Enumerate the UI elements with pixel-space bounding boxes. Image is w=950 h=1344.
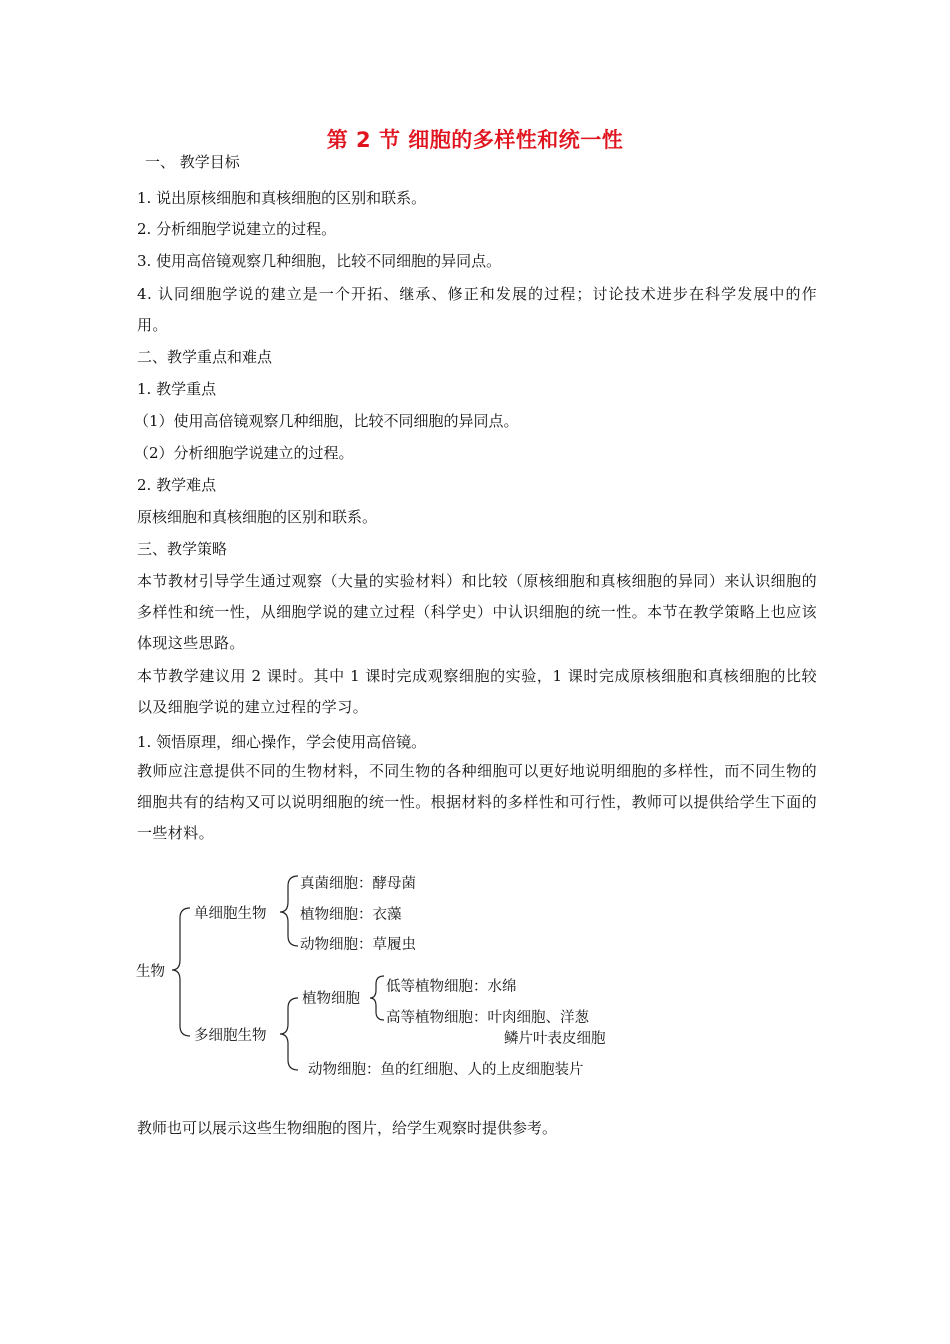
diagram-unicellular: 单细胞生物 [194, 906, 267, 922]
difficulty-text: 原核细胞和真核细胞的区别和联系。 [137, 508, 378, 526]
diagram-uni-item: 植物细胞：衣藻 [300, 907, 402, 923]
objective-item: 3. 使用高倍镜观察几种细胞，比较不同细胞的异同点。 [137, 252, 502, 270]
page-title: 第 2 节 细胞的多样性和统一性 [326, 128, 624, 152]
organism-classification-diagram [130, 868, 650, 1088]
strategy-paragraph: 本节教学建议用 2 课时。其中 1 课时完成观察细胞的实验，1 课时完成原核细胞和真核细胞的比较以及细胞学说的建立过程的学习。 [137, 667, 817, 716]
subheading-difficulties: 2. 教学难点 [137, 476, 217, 494]
key-point-item: （2）分析细胞学说建立的过程。 [134, 444, 354, 462]
objective-item: 4. 认同细胞学说的建立是一个开拓、继承、修正和发展的过程；讨论技术进步在科学发展中的作用。 [137, 285, 817, 334]
diagram-animal: 动物细胞：鱼的红细胞、人的上皮细胞装片 [308, 1062, 584, 1078]
multicellular-brace [280, 998, 298, 1070]
closing-paragraph: 教师也可以展示这些生物细胞的图片，给学生观察时提供参考。 [137, 1119, 558, 1137]
diagram-multicellular: 多细胞生物 [194, 1028, 267, 1044]
diagram-lower-plant: 低等植物细胞：水绵 [386, 979, 517, 995]
diagram-higher-plant: 高等植物细胞：叶肉细胞、洋葱 [386, 1010, 589, 1026]
diagram-uni-item: 动物细胞：草履虫 [300, 937, 416, 953]
objective-item: 1. 说出原核细胞和真核细胞的区别和联系。 [137, 189, 427, 207]
objective-item: 2. 分析细胞学说建立的过程。 [137, 220, 337, 238]
section-heading-strategy: 三、教学策略 [137, 540, 228, 558]
diagram-uni-item: 真菌细胞：酵母菌 [300, 876, 416, 892]
root-brace [172, 908, 190, 1036]
section-heading-key-points: 二、教学重点和难点 [137, 348, 273, 366]
plant-brace [370, 976, 384, 1020]
diagram-plant: 植物细胞 [302, 991, 360, 1007]
diagram-higher-plant-cont: 鳞片叶表皮细胞 [504, 1031, 606, 1047]
unicellular-brace [280, 876, 298, 946]
strategy-paragraph: 本节教材引导学生通过观察（大量的实验材料）和比较（原核细胞和真核细胞的异同）来认识细胞的多样性和统一性，从细胞学说的建立过程（科学史）中认识细胞的统一性。本节在教学策略上也应该体现这些思路。 [137, 572, 817, 652]
section-heading-objectives: 一、 教学目标 [145, 153, 240, 171]
strategy-point: 1. 领悟原理，细心操作，学会使用高倍镜。 [137, 733, 427, 751]
diagram-root: 生物 [136, 964, 165, 980]
subheading-key-points: 1. 教学重点 [137, 380, 217, 398]
strategy-paragraph: 教师应注意提供不同的生物材料，不同生物的各种细胞可以更好地说明细胞的多样性，而不同生物的细胞共有的结构又可以说明细胞的统一性。根据材料的多样性和可行性，教师可以提供给学生下面的一些材料。 [137, 762, 817, 842]
key-point-item: （1）使用高倍镜观察几种细胞，比较不同细胞的异同点。 [134, 412, 519, 430]
